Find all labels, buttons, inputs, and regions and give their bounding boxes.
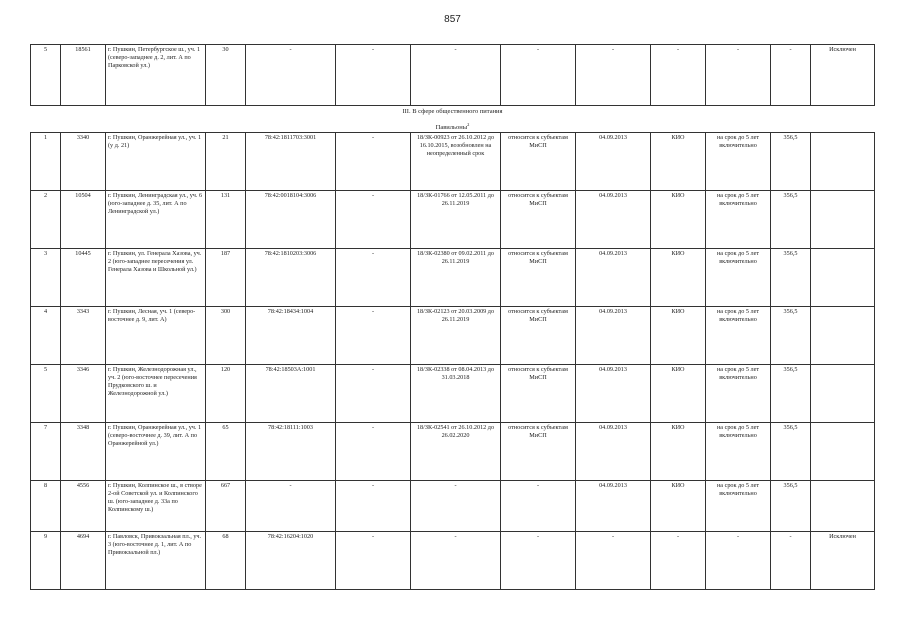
cell-area: 68 — [206, 532, 246, 590]
cell-c5: - — [336, 133, 411, 191]
cell-cad: 78:42:0018104:3006 — [246, 191, 336, 249]
cell-addr: г. Пушкин, Ленинградская ул., уч. 6 (юго-западнее д. 35, лит. А по Ленинградской ул.) — [106, 191, 206, 249]
cell-c9: КИО — [651, 481, 706, 532]
table-row — [31, 249, 875, 307]
table-row — [31, 532, 875, 590]
cell-addr: г. Пушкин, Петербургское ш., уч. 1 (северо-западнее д. 2, лит. А по Парковской ул.) — [106, 45, 206, 106]
cell-c8: 04.09.2013 — [576, 307, 651, 365]
cell-c12 — [811, 249, 875, 307]
cell-area: 187 — [206, 249, 246, 307]
cell-c11: 356,5 — [771, 481, 811, 532]
cell-c11: - — [771, 532, 811, 590]
cell-id: 4556 — [61, 481, 106, 532]
cell-c8: 04.09.2013 — [576, 249, 651, 307]
cell-c7: относится к субъектам МиСП — [501, 191, 576, 249]
cell-c8: - — [576, 532, 651, 590]
cell-cad: 78:42:18503А:1001 — [246, 365, 336, 423]
cell-id: 3346 — [61, 365, 106, 423]
cell-id: 3343 — [61, 307, 106, 365]
cell-c12 — [811, 191, 875, 249]
subsection-title — [31, 121, 875, 133]
cell-c11: 356,5 — [771, 133, 811, 191]
cell-cad: - — [246, 481, 336, 532]
cell-c9: КИО — [651, 133, 706, 191]
table-row — [31, 45, 875, 106]
cell-c6: 18/ЗК-02123 от 20.03.2009 до 26.11.2019 — [411, 307, 501, 365]
table-row — [31, 423, 875, 481]
cell-cad: 78:42:18111:1003 — [246, 423, 336, 481]
cell-c11: 356,5 — [771, 365, 811, 423]
cell-addr: г. Пушкин, Лесная, уч. 1 (северо-восточнее д. 9, лит. А) — [106, 307, 206, 365]
page-number: 857 — [444, 14, 461, 25]
cell-c10: на срок до 5 лет включительно — [706, 365, 771, 423]
cell-c9: КИО — [651, 365, 706, 423]
cell-area: 300 — [206, 307, 246, 365]
cell-c11: 356,5 — [771, 307, 811, 365]
cell-n: 9 — [31, 532, 61, 590]
cell-n: 2 — [31, 191, 61, 249]
cell-c12 — [811, 481, 875, 532]
cell-c5: - — [336, 532, 411, 590]
cell-area: 30 — [206, 45, 246, 106]
cell-id: 10445 — [61, 249, 106, 307]
cell-c7: относится к субъектам МиСП — [501, 133, 576, 191]
cell-c11: 356,5 — [771, 423, 811, 481]
cell-n: 3 — [31, 249, 61, 307]
cell-c10: - — [706, 532, 771, 590]
cell-c7: - — [501, 481, 576, 532]
cell-c9: КИО — [651, 423, 706, 481]
cell-n: 4 — [31, 307, 61, 365]
cell-c8: 04.09.2013 — [576, 481, 651, 532]
table-row — [31, 365, 875, 423]
cell-area: 667 — [206, 481, 246, 532]
cell-c5: - — [336, 191, 411, 249]
cell-c10: на срок до 5 лет включительно — [706, 249, 771, 307]
cell-c10: - — [706, 45, 771, 106]
cell-c10: на срок до 5 лет включительно — [706, 481, 771, 532]
cell-c7: относится к субъектам МиСП — [501, 307, 576, 365]
cell-c7: - — [501, 45, 576, 106]
cell-c9: - — [651, 45, 706, 106]
cell-c6: - — [411, 481, 501, 532]
cell-c12 — [811, 307, 875, 365]
cell-c8: 04.09.2013 — [576, 133, 651, 191]
cell-c10: на срок до 5 лет включительно — [706, 423, 771, 481]
subsection-label: Павильоны — [435, 124, 468, 132]
cell-c5: - — [336, 423, 411, 481]
cell-c11: 356,5 — [771, 249, 811, 307]
table-row — [31, 307, 875, 365]
table-row — [31, 133, 875, 191]
cell-c12: Исключен — [811, 532, 875, 590]
cell-c8: 04.09.2013 — [576, 423, 651, 481]
cell-c11: 356,5 — [771, 191, 811, 249]
cell-c10: на срок до 5 лет включительно — [706, 191, 771, 249]
cell-n: 1 — [31, 133, 61, 191]
cell-c10: на срок до 5 лет включительно — [706, 133, 771, 191]
cell-c6: 18/ЗК-01766 от 12.05.2011 до 26.11.2019 — [411, 191, 501, 249]
cell-cad: 78:42:18434:1004 — [246, 307, 336, 365]
cell-c7: относится к субъектам МиСП — [501, 249, 576, 307]
cell-c6: 18/ЗК-02380 от 09.02.2011 до 26.11.2019 — [411, 249, 501, 307]
table-row — [31, 481, 875, 532]
cell-c6: 18/ЗК-02338 от 08.04.2013 до 31.03.2018 — [411, 365, 501, 423]
cell-area: 65 — [206, 423, 246, 481]
cell-c5: - — [336, 481, 411, 532]
cell-c8: 04.09.2013 — [576, 365, 651, 423]
cell-n: 8 — [31, 481, 61, 532]
cell-c6: - — [411, 45, 501, 106]
cell-id: 3348 — [61, 423, 106, 481]
cell-addr: г. Пушкин, Железнодорожная ул., уч. 2 (юго-восточнее пересечения Прудковского ш. и Железнодорожной ул.) — [106, 365, 206, 423]
cell-c12 — [811, 133, 875, 191]
cell-c8: 04.09.2013 — [576, 191, 651, 249]
cell-cad: 78:42:1811703:3001 — [246, 133, 336, 191]
cell-cad: - — [246, 45, 336, 106]
cell-c9: КИО — [651, 307, 706, 365]
cell-c11: - — [771, 45, 811, 106]
cell-n: 5 — [31, 365, 61, 423]
cell-cad: 78:42:16204:1020 — [246, 532, 336, 590]
cell-n: 5 — [31, 45, 61, 106]
cell-c7: - — [501, 532, 576, 590]
cell-addr: г. Пушкин, Колпинское ш., в створе 2-ой Советской ул. и Колпинского ш. (юго-западнее д. 33а по Колпинскому ш.) — [106, 481, 206, 532]
cell-cad: 78:42:1810203:3006 — [246, 249, 336, 307]
cell-c12 — [811, 423, 875, 481]
cell-id: 3340 — [61, 133, 106, 191]
cell-c7: относится к субъектам МиСП — [501, 365, 576, 423]
table-row — [31, 191, 875, 249]
cell-c10: на срок до 5 лет включительно — [706, 307, 771, 365]
cell-area: 120 — [206, 365, 246, 423]
section-title: III. В сфере общественного питания — [402, 108, 503, 115]
cell-c6: 18/ЗК-02541 от 26.10.2012 до 26.02.2020 — [411, 423, 501, 481]
cell-addr: г. Павловск, Привокзальная пл., уч. 3 (юго-восточнее д. 1, лит. А по Привокзальной пл.) — [106, 532, 206, 590]
cell-id: 10504 — [61, 191, 106, 249]
cell-addr: г. Пушкин, Оранжерейная ул., уч. 1 (у д. 21) — [106, 133, 206, 191]
cell-c12: Исключен — [811, 45, 875, 106]
cell-area: 21 — [206, 133, 246, 191]
cell-id: 4694 — [61, 532, 106, 590]
cell-c9: - — [651, 532, 706, 590]
cell-c9: КИО — [651, 191, 706, 249]
cell-c5: - — [336, 45, 411, 106]
cell-c12 — [811, 365, 875, 423]
cell-c8: - — [576, 45, 651, 106]
footnote-marker: 2 — [467, 122, 470, 127]
cell-c6: 18/ЗК-00923 от 26.10.2012 до 16.10.2015, возобновлен на неопределенный срок — [411, 133, 501, 191]
cell-id: 18561 — [61, 45, 106, 106]
cell-c7: относится к субъектам МиСП — [501, 423, 576, 481]
cell-c5: - — [336, 249, 411, 307]
cell-c5: - — [336, 365, 411, 423]
cell-c9: КИО — [651, 249, 706, 307]
register-table — [30, 44, 875, 590]
cell-area: 131 — [206, 191, 246, 249]
cell-c6: - — [411, 532, 501, 590]
cell-addr: г. Пушкин, Оранжерейная ул., уч. 1 (северо-восточнее д. 39, лит. А по Оранжерейной ул.) — [106, 423, 206, 481]
cell-n: 7 — [31, 423, 61, 481]
cell-addr: г. Пушкин, ул. Генерала Хазова, уч. 2 (юго-западнее пересечения ул. Генерала Хазова и Школьной ул.) — [106, 249, 206, 307]
cell-c5: - — [336, 307, 411, 365]
